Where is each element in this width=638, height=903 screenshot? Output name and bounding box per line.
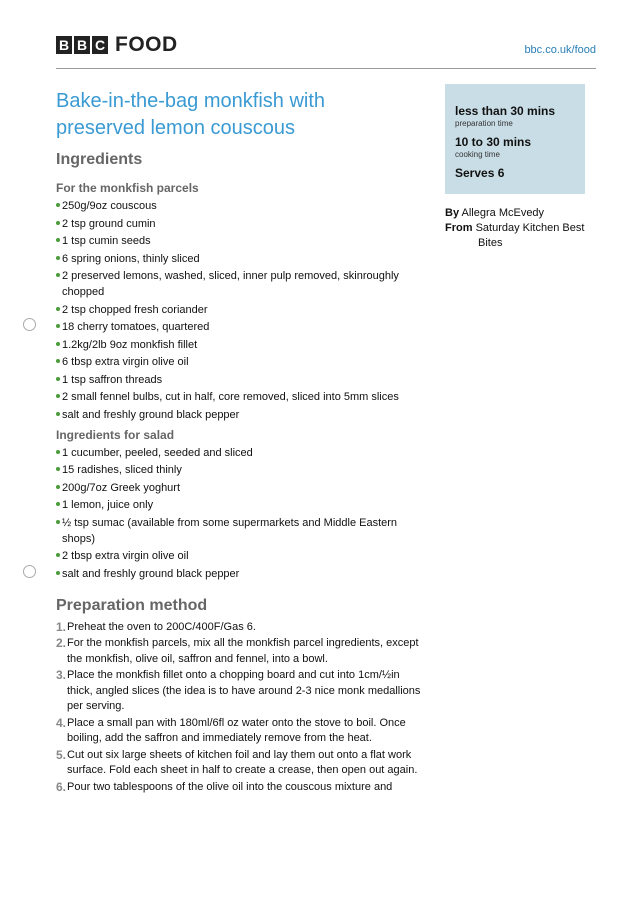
serves-value: Serves 6 [455,166,505,180]
ingredient-item: salt and freshly ground black pepper [56,407,428,423]
bullet-icon [56,256,60,260]
group-title-monkfish: For the monkfish parcels [56,181,199,195]
bullet-icon [56,324,60,328]
step-number: 4. [56,715,67,730]
bullet-icon [56,377,60,381]
step-text: Place a small pan with 180ml/6fl oz water onto the stove to boil. Once boiling, add the saffron and immediately remove from the heat. [67,716,406,744]
logo-letter-b2: B [74,36,90,54]
bullet-icon [56,450,60,454]
ingredient-list-salad [56,445,428,582]
site-url-link[interactable]: bbc.co.uk/food [524,44,596,56]
byline [445,206,615,251]
bullet-icon [56,342,60,346]
ingredient-item: ½ tsp sumac (available from some supermarkets and Middle Eastern shops) [56,515,428,547]
group-title-salad: Ingredients for salad [56,427,175,442]
ingredient-item: 1 cucumber, peeled, seeded and sliced [56,445,428,461]
punch-hole-top [23,318,36,331]
bullet-icon [56,238,60,242]
ingredient-item: 18 cherry tomatoes, quartered [56,319,428,335]
ingredient-item: 250g/9oz couscous [56,198,428,214]
step-number: 6. [56,779,67,794]
logo-letter-b1: B [56,36,72,54]
method-heading: Preparation method [56,596,208,614]
bullet-icon [56,467,60,471]
bullet-icon [56,359,60,363]
ingredient-item: 1 tsp saffron threads [56,372,428,388]
ingredient-item: 1 lemon, juice only [56,497,428,513]
ingredient-item: salt and freshly ground black pepper [56,566,428,582]
ingredients-heading: Ingredients [56,151,143,168]
author-name[interactable]: Allegra McEvedy [461,207,545,219]
method-step [56,668,428,715]
bullet-icon [56,412,60,416]
method-step [56,636,428,667]
method-steps [56,620,428,796]
method-step [56,780,428,796]
ingredient-item: 200g/7oz Greek yoghurt [56,480,428,496]
ingredient-item: 6 spring onions, thinly sliced [56,251,428,267]
ingredient-item: 2 tsp chopped fresh coriander [56,302,428,318]
cook-time-label: cooking time [455,150,500,159]
ingredient-item: 1.2kg/2lb 9oz monkfish fillet [56,337,428,353]
ingredient-item: 2 preserved lemons, washed, sliced, inner pulp removed, skinroughly chopped [56,268,428,300]
ingredient-item: 6 tbsp extra virgin olive oil [56,354,428,370]
step-text: For the monkfish parcels, mix all the monkfish parcel ingredients, except the monkfish, olive oil, saffron and fennel, into a bowl. [67,637,419,665]
ingredient-item: 15 radishes, sliced thinly [56,462,428,478]
prep-time-label: preparation time [455,119,513,128]
bullet-icon [56,394,60,398]
cook-time-value: 10 to 30 mins [455,135,532,149]
bullet-icon [56,571,60,575]
step-number: 2. [56,636,67,650]
step-text: Preheat the oven to 200C/400F/Gas 6. [67,620,256,633]
bullet-icon [56,273,60,277]
method-step [56,716,428,747]
method-step [56,748,428,779]
bullet-icon [56,553,60,557]
punch-hole-bottom [23,565,36,578]
step-number: 5. [56,747,67,762]
step-number: 1. [56,619,67,634]
method-step [56,620,428,636]
by-label: By [445,207,460,219]
bullet-icon [56,485,60,489]
byline-source [445,221,615,236]
bullet-icon [56,520,60,524]
header [56,33,596,68]
byline-author [445,206,615,221]
bullet-icon [56,203,60,207]
bbc-food-logo[interactable] [56,33,178,56]
logo-word-food: FOOD [115,33,178,56]
source-line-1[interactable]: Saturday Kitchen Best [475,222,585,234]
step-text: Pour two tablespoons of the olive oil into the couscous mixture and [67,780,393,793]
ingredient-item: 2 tsp ground cumin [56,216,428,232]
recipe-title: Bake-in-the-bag monkfish with preserved lemon couscous [56,90,326,139]
ingredient-item: 1 tsp cumin seeds [56,233,428,249]
bullet-icon [56,502,60,506]
step-text: Place the monkfish fillet onto a chopping board and cut into 1cm/½in thick, angled slices (the idea is to have around 2-3 nice monk medallions per serving. [67,669,421,712]
ingredient-item: 2 tbsp extra virgin olive oil [56,548,428,564]
bullet-icon [56,307,60,311]
recipe-info-box [445,84,585,194]
from-label: From [445,222,473,234]
step-text: Cut out six large sheets of kitchen foil and lay them out onto a flat work surface. Fold each sheet in half to create a crease, then open out again. [67,748,418,776]
ingredient-list-monkfish [56,198,428,423]
header-divider [56,68,596,69]
prep-time-value: less than 30 mins [455,104,556,118]
recipe-content [56,150,428,796]
ingredient-item: 2 small fennel bulbs, cut in half, core removed, sliced into 5mm slices [56,389,428,405]
logo-letter-c: C [92,36,108,54]
source-line-2[interactable]: Bites [478,237,503,249]
step-number: 3. [56,668,67,682]
bullet-icon [56,221,60,225]
